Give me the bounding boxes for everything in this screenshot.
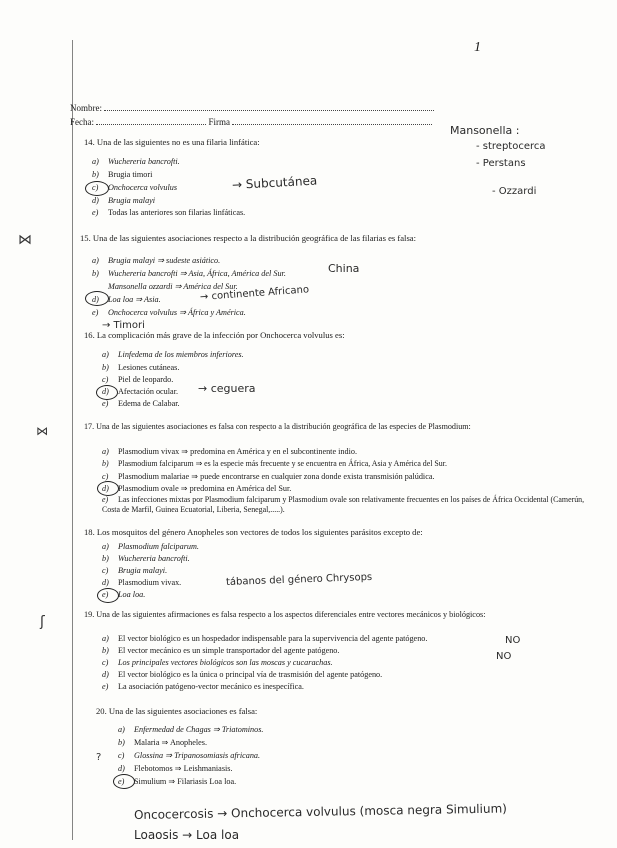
q14-option-d[interactable]: d) Brugia malayi	[92, 196, 156, 205]
answer-circle	[85, 181, 109, 196]
question-15-stem: 15. Una de las siguientes asociaciones respecto a la distribución geográfica de las filarias es falsa:	[80, 233, 416, 243]
question-20-stem: 20. Una de las siguientes asociaciones es falsa:	[96, 706, 258, 716]
margin-scribble: ʃ	[40, 614, 45, 630]
q17-option-e[interactable]: e) Las infecciones mixtas por Plasmodium falciparum y Plasmodium ovale son relativamente frecuentes en los países de África Occidental (Camerún, Costa de Marfil, Guinea Ecuatorial, Liberia, Senegal,.....).	[102, 495, 585, 514]
name-field[interactable]	[104, 102, 434, 111]
q19-option-d[interactable]: d) El vector biológico es la única o principal vía de trasmisión del agente patógeno.	[102, 670, 383, 679]
q18-option-a[interactable]: a) Plasmodium falciparum.	[102, 542, 199, 551]
q16-option-a[interactable]: a) Linfedema de los miembros inferiores.	[102, 350, 244, 359]
q19-option-b[interactable]: b) El vector mecánico es un simple transportador del agente patógeno.	[102, 646, 340, 655]
date-label: Fecha:	[70, 117, 94, 127]
question-18-stem: 18. Los mosquitos del género Anopheles son vectores de todos los siguientes parásitos excepto de:	[84, 527, 423, 537]
margin-note-2: - Perstans	[476, 158, 526, 169]
q14-option-e[interactable]: e) Todas las anteriores son filarias linfáticas.	[92, 208, 246, 217]
q16-option-c[interactable]: c) Piel de leopardo.	[102, 375, 174, 384]
handwritten-note-19-d: NO	[496, 651, 512, 662]
page-number: 1	[474, 40, 481, 55]
q14-option-a[interactable]: a) Wuchereria bancrofti.	[92, 157, 180, 166]
handwritten-note-15-d: → continente Africano	[199, 284, 310, 303]
q14-option-c[interactable]: c) Onchocerca volvulus	[92, 183, 178, 192]
handwritten-note-bottom-1: Oncocercosis → Onchocerca volvulus (mosca negra Simulium)	[133, 801, 508, 822]
name-line	[70, 102, 434, 113]
q20-option-c[interactable]: c) Glossina ⇒ Tripanosomiasis africana.	[118, 751, 261, 760]
q15-option-e[interactable]: e) Onchocerca volvulus ⇒ África y América.	[92, 308, 246, 317]
q16-option-d[interactable]: d) Afectación ocular.	[102, 387, 179, 396]
margin-line	[72, 40, 73, 840]
q20-option-d[interactable]: d) Flebotomos ⇒ Leishmaniasis.	[118, 764, 233, 773]
question-16-stem: 16. La complicación más grave de la infección por Onchocerca volvulus es:	[84, 330, 345, 340]
q19-option-e[interactable]: e) La asociación patógeno-vector mecánico es inespecífica.	[102, 682, 304, 691]
margin-note-3: - Ozzardi	[492, 186, 537, 197]
q19-option-c[interactable]: c) Los principales vectores biológicos son las moscas y cucarachas.	[102, 658, 333, 667]
date-field[interactable]	[96, 116, 206, 125]
signature-field[interactable]	[232, 116, 432, 125]
q19-option-a[interactable]: a) El vector biológico es un hospedador indispensable para la supervivencia del agente patógeno.	[102, 634, 428, 643]
q17-option-d[interactable]: d) Plasmodium ovale ⇒ predomina en América del Sur.	[102, 484, 292, 493]
q18-option-d[interactable]: d) Plasmodium vivax.	[102, 578, 182, 587]
name-label: Nombre:	[70, 103, 102, 113]
q20-option-a[interactable]: a) Enfermedad de Chagas ⇒ Triatominos.	[118, 725, 264, 734]
q15-option-d[interactable]: d) Loa loa ⇒ Asia.	[92, 295, 161, 304]
margin-note-1: - streptocerca	[476, 141, 546, 152]
handwritten-note-15-timori: → Timori	[102, 320, 145, 331]
answer-circle	[113, 774, 135, 789]
q15-option-b[interactable]: b) Wuchereria bancrofti ⇒ Asia, África, América del Sur.	[92, 269, 286, 278]
q18-option-e[interactable]: e) Loa loa.	[102, 590, 146, 599]
q17-option-b[interactable]: b) Plasmodium falciparum ⇒ es la especie más frecuente y se encuentra en África, Asia y América del Sur.	[102, 459, 447, 468]
q15-option-c[interactable]: Mansonella ozzardi ⇒ América del Sur.	[108, 282, 238, 291]
q18-option-b[interactable]: b) Wuchereria bancrofti.	[102, 554, 190, 563]
question-14-stem: 14. Una de las siguientes no es una filaria linfática:	[84, 137, 260, 147]
date-line	[70, 116, 432, 127]
q16-option-e[interactable]: e) Edema de Calabar.	[102, 399, 180, 408]
q18-option-c[interactable]: c) Brugia malayi.	[102, 566, 168, 575]
q17-option-c[interactable]: c) Plasmodium malariae ⇒ puede encontrarse en cualquier zona donde exista transmisión palúdica.	[102, 472, 435, 481]
margin-note-title: Mansonella :	[450, 124, 520, 137]
q16-option-b[interactable]: b) Lesiones cutáneas.	[102, 363, 180, 372]
q14-option-b[interactable]: b) Brugia timori	[92, 170, 153, 179]
handwritten-note-16: → ceguera	[198, 382, 256, 395]
margin-scribble: ⋈	[18, 232, 32, 248]
answer-circle	[85, 291, 109, 306]
question-19-stem: 19. Una de las siguientes afirmaciones es falsa respecto a los aspectos diferenciales entre vectores mecánicos y biológicos:	[84, 610, 486, 619]
question-17-stem: 17. Una de las siguientes asociaciones es falsa con respecto a la distribución geográfica de las especies de Plasmodium:	[84, 422, 471, 431]
handwritten-note-bottom-2: Loaosis → Loa loa	[134, 828, 240, 842]
q20-option-b[interactable]: b) Malaria ⇒ Anopheles.	[118, 738, 208, 747]
answer-circle	[97, 481, 119, 496]
handwritten-note-14: → Subcutánea	[231, 173, 318, 192]
q20-option-e[interactable]: e) Simulium ⇒ Filariasis Loa loa.	[118, 777, 237, 786]
signature-label: Firma	[208, 117, 230, 127]
q15-option-a[interactable]: a) Brugia malayi ⇒ sudeste asiático.	[92, 256, 221, 265]
handwritten-note-18: tábanos del género Chrysops	[225, 571, 373, 588]
handwritten-note-19-c: NO	[505, 635, 521, 646]
margin-scribble: ⋈	[36, 424, 48, 438]
handwritten-note-15-china: China	[328, 262, 360, 275]
margin-scribble: ?	[96, 752, 102, 763]
answer-circle	[97, 588, 119, 603]
q17-option-a[interactable]: a) Plasmodium vivax ⇒ predomina en América y en el subcontinente indio.	[102, 447, 358, 456]
answer-circle	[96, 385, 118, 400]
